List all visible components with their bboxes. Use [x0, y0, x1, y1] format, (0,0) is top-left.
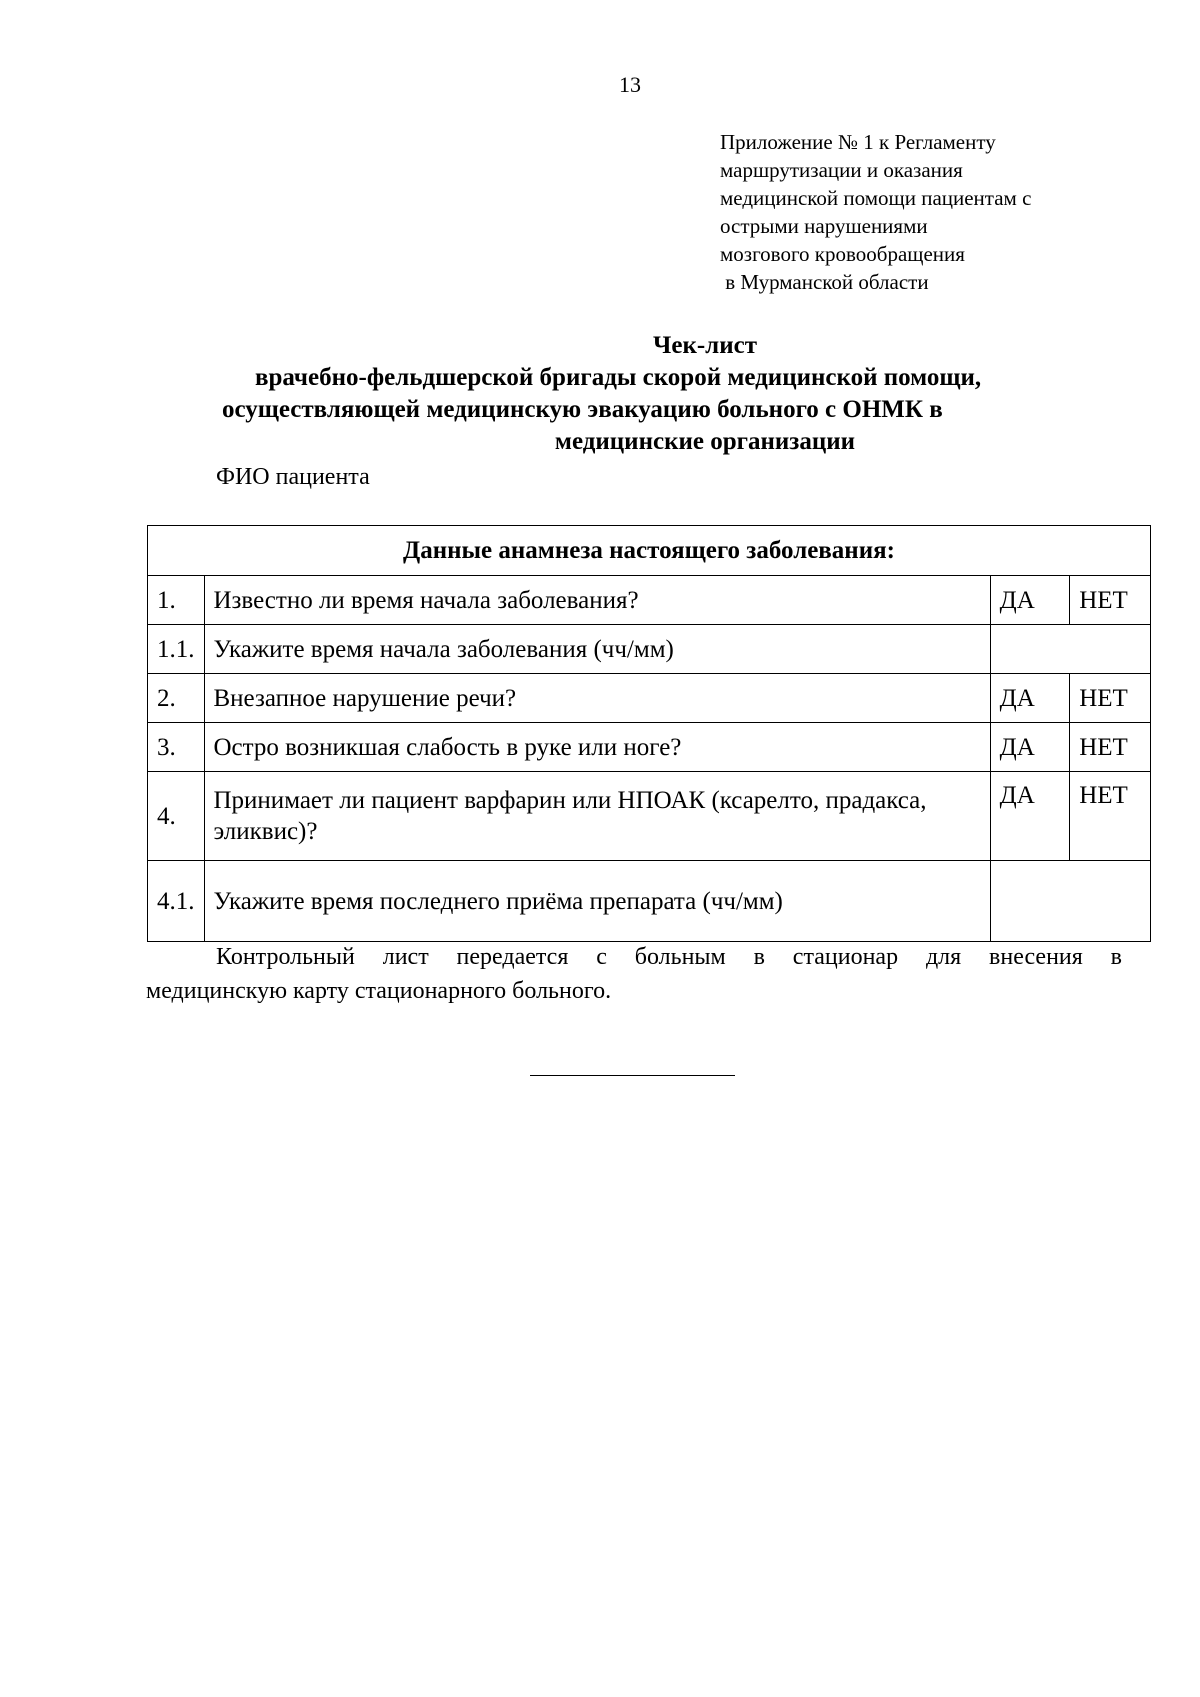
footer-line: Контрольный лист передается с больным в стационар для внесения в — [216, 944, 1122, 970]
table-header: Данные анамнеза настоящего заболевания: — [148, 526, 1151, 576]
title-line: врачебно-фельдшерской бригады скорой медицинской помощи, — [255, 364, 982, 391]
table-row — [148, 861, 1151, 942]
answer-field[interactable] — [990, 861, 1150, 942]
yes-option[interactable]: ДА — [990, 772, 1070, 861]
appendix-line: острыми нарушениями — [720, 214, 928, 238]
title-line: осуществляющей медицинскую эвакуацию больного с ОНМК в — [222, 396, 943, 423]
appendix-line: маршрутизации и оказания — [720, 158, 963, 182]
answer-field[interactable] — [990, 625, 1150, 674]
row-number: 4. — [148, 772, 205, 861]
table-row — [148, 625, 1151, 674]
appendix-line: в Мурманской области — [720, 270, 929, 294]
patient-name-label: ФИО пациента — [216, 464, 370, 490]
row-question: Остро возникшая слабость в руке или ноге? — [204, 723, 990, 772]
no-option[interactable]: НЕТ — [1070, 674, 1151, 723]
row-question: Известно ли время начала заболевания? — [204, 576, 990, 625]
title-line: Чек-лист — [653, 332, 757, 359]
yes-option[interactable]: ДА — [990, 674, 1070, 723]
no-option[interactable]: НЕТ — [1070, 723, 1151, 772]
row-number: 3. — [148, 723, 205, 772]
yes-option[interactable]: ДА — [990, 576, 1070, 625]
table-header-row — [148, 526, 1151, 576]
title-line: медицинские организации — [554, 428, 856, 455]
row-question: Укажите время начала заболевания (чч/мм) — [204, 625, 990, 674]
row-question: Внезапное нарушение речи? — [204, 674, 990, 723]
row-number: 1. — [148, 576, 205, 625]
page-number: 13 — [619, 72, 641, 97]
end-divider — [530, 1075, 735, 1076]
yes-option[interactable]: ДА — [990, 723, 1070, 772]
table-row — [148, 674, 1151, 723]
footer-note — [146, 940, 1122, 1008]
no-option[interactable]: НЕТ — [1070, 772, 1151, 861]
no-option[interactable]: НЕТ — [1070, 576, 1151, 625]
appendix-note — [720, 128, 1160, 296]
footer-line: медицинскую карту стационарного больного. — [146, 978, 612, 1004]
row-question: Принимает ли пациент варфарин или НПОАК (ксарелто, прадакса, эликвис)? — [204, 772, 990, 861]
table-row — [148, 723, 1151, 772]
table-row — [148, 576, 1151, 625]
row-number: 4.1. — [148, 861, 205, 942]
row-question: Укажите время последнего приёма препарата (чч/мм) — [204, 861, 990, 942]
checklist-table — [147, 525, 1151, 942]
table-row — [148, 772, 1151, 861]
appendix-line: Приложение № 1 к Регламенту — [720, 130, 996, 154]
document-title — [150, 330, 1150, 458]
row-number: 1.1. — [148, 625, 205, 674]
appendix-line: мозгового кровообращения — [720, 242, 965, 266]
appendix-line: медицинской помощи пациентам с — [720, 186, 1032, 210]
row-number: 2. — [148, 674, 205, 723]
